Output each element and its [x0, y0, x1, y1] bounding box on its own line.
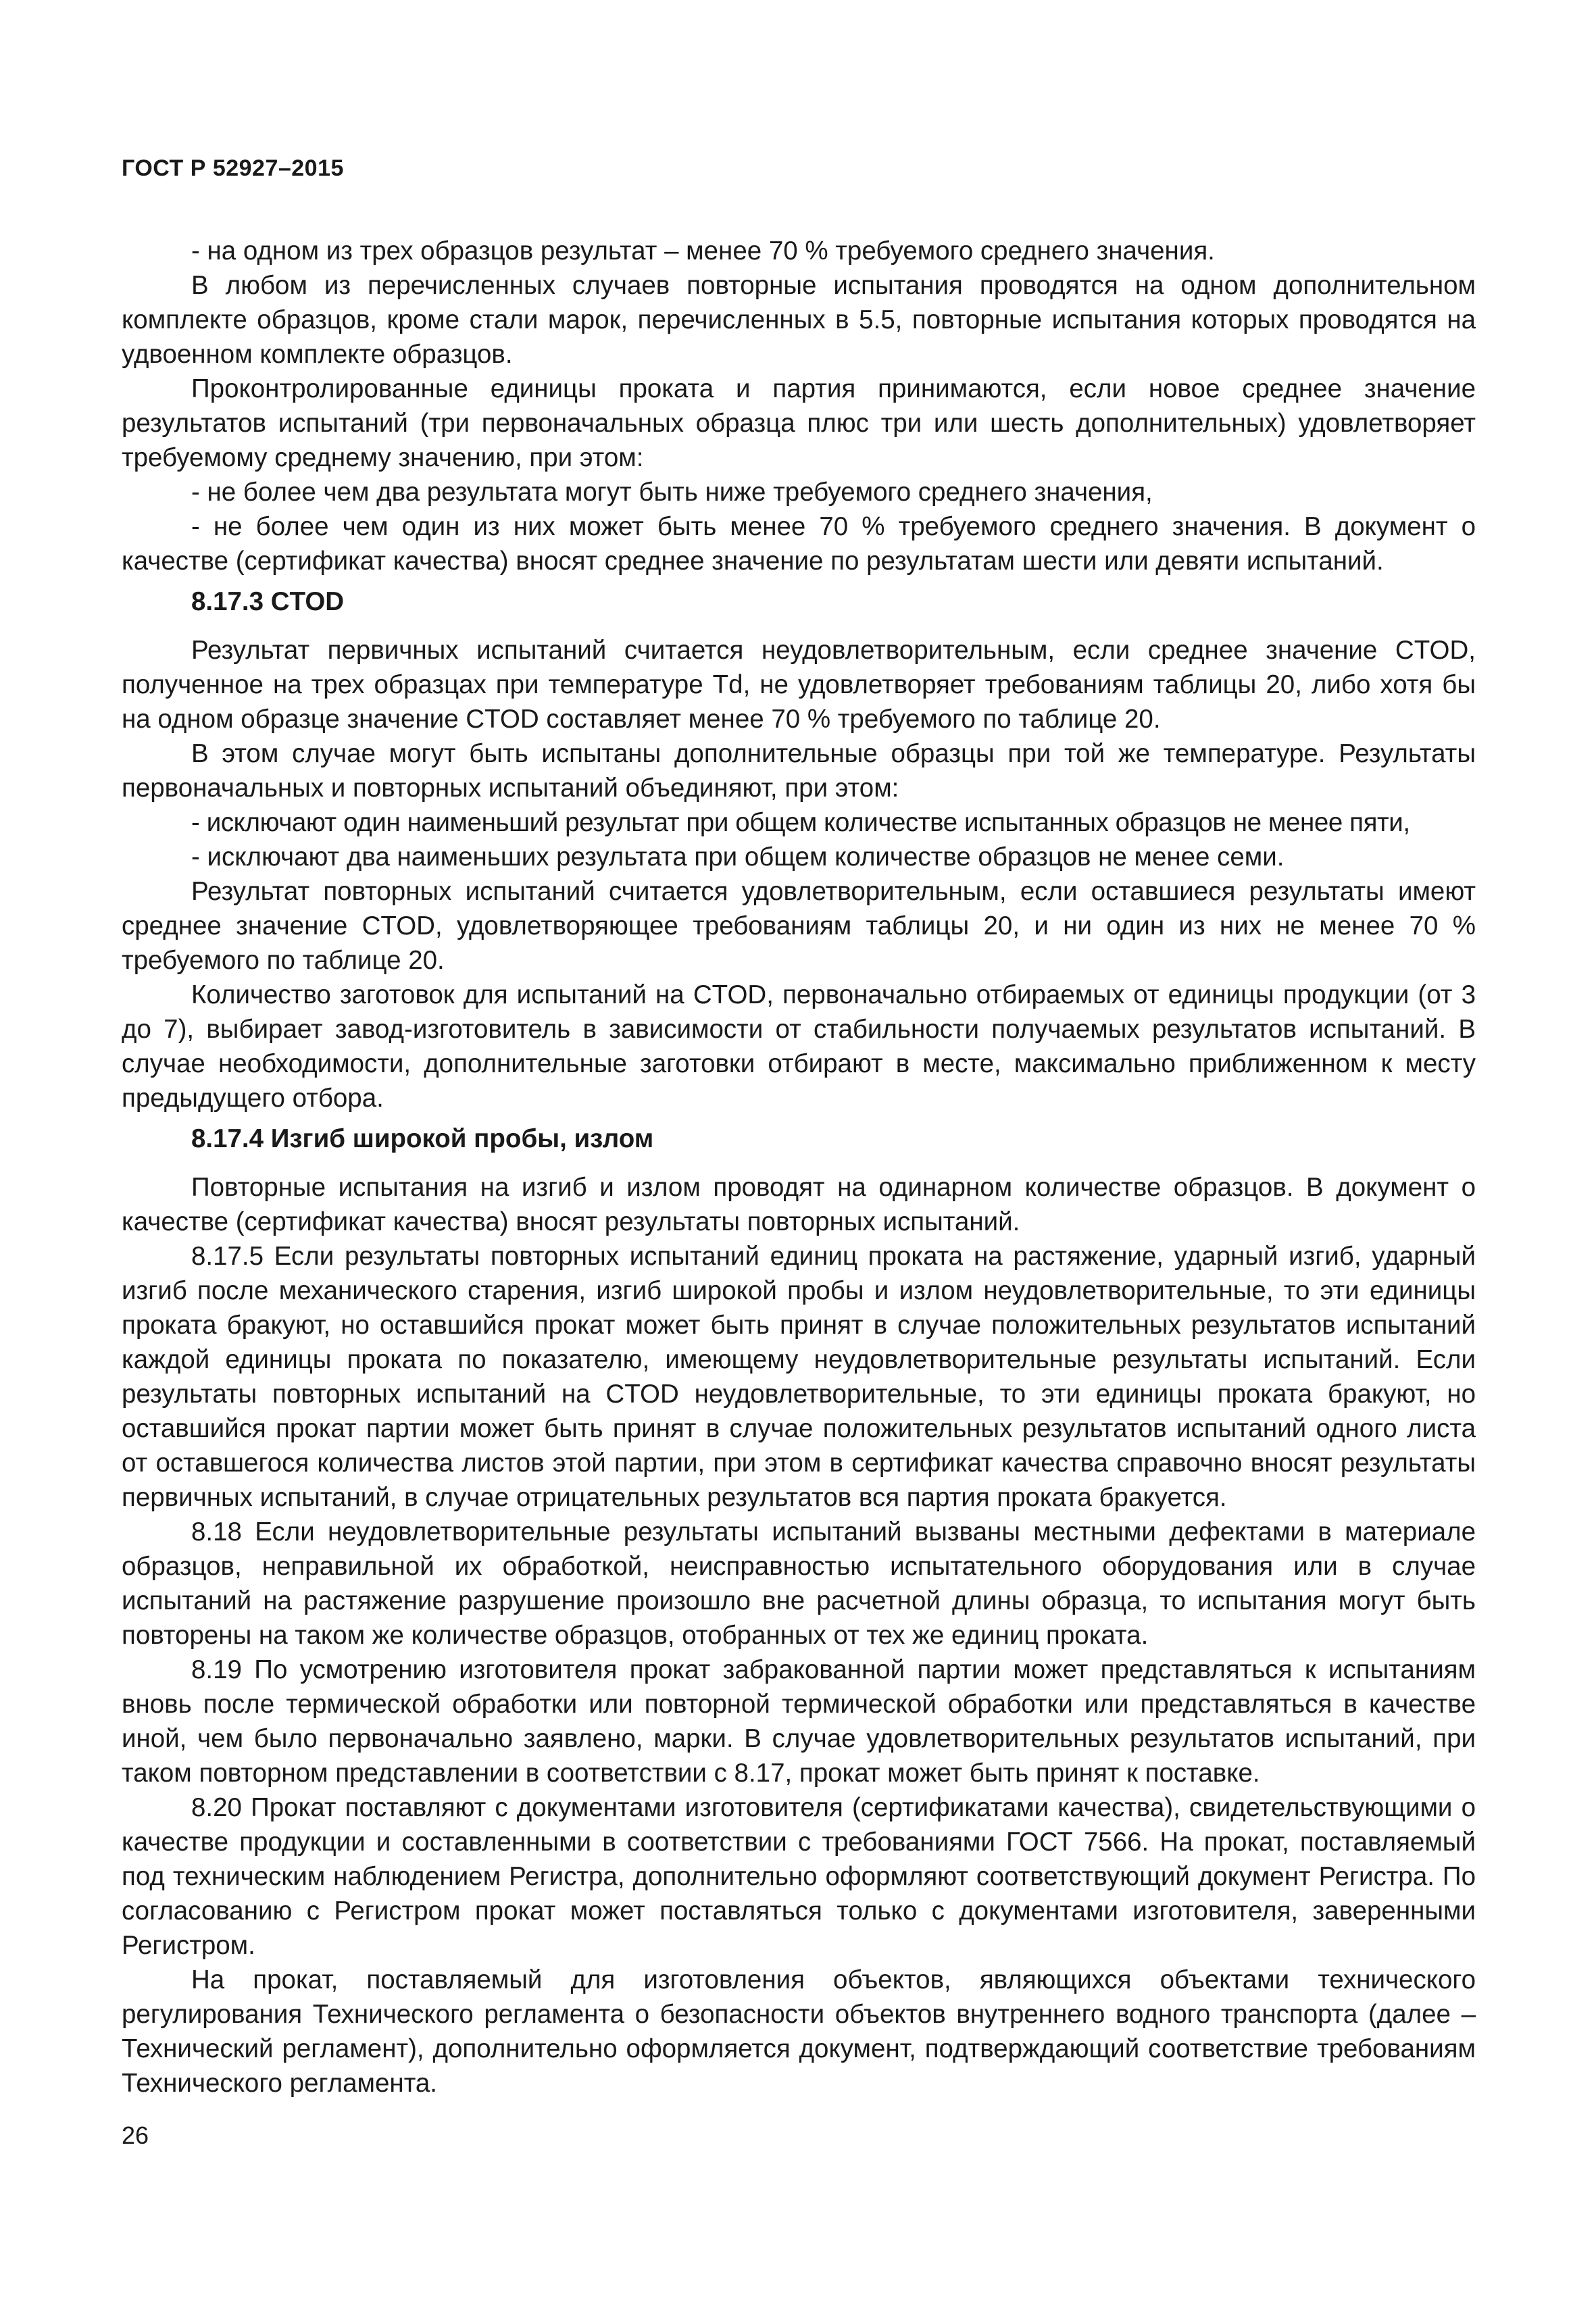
section-heading-ctod: 8.17.3 CTOD [191, 587, 345, 616]
paragraph: Количество заготовок для испытаний на CTOD, первоначально отбираемых от единицы продукции (от 3 до 7), выбирает завод-изготовитель в зависимости от стабильности получаемых результатов испытаний. В случае необходимости, дополнительные заготовки отбирают в месте, максимально приближенном к месту предыдущего отбора. [122, 980, 1476, 1113]
paragraph: - на одном из трех образцов результат – менее 70 % требуемого среднего значения. [191, 236, 1215, 266]
section-heading-bend: 8.17.4 Изгиб широкой пробы, излом [191, 1124, 654, 1153]
document-header: ГОСТ Р 52927–2015 [122, 155, 344, 181]
paragraph: В любом из перечисленных случаев повторные испытания проводятся на одном дополнительном комплекте образцов, кроме стали марок, перечисленных в 5.5, повторные испытания которых проводятся на удвоенном комплекте образцов. [122, 271, 1476, 369]
paragraph: Повторные испытания на изгиб и излом проводят на одинарном количестве образцов. В документ о качестве (сертификат качества) вносят результаты повторных испытаний. [122, 1173, 1476, 1236]
paragraph: В этом случае могут быть испытаны дополнительные образцы при той же температуре. Результаты первоначальных и повторных испытаний объединяют, при этом: [122, 739, 1476, 803]
paragraph: 8.17.5 Если результаты повторных испытаний единиц проката на растяжение, ударный изгиб, ударный изгиб после механического старения, изгиб широкой пробы и излом неудовлетворительные, то эти единицы проката бракуют, но оставшийся прокат может быть принят в случае положительных результатов испытаний каждой единицы проката по показателю, имеющему неудовлетворительные результаты испытаний. Если результаты повторных испытаний на CTOD неудовлетворительные, то эти единицы проката бракуют, но оставшийся прокат партии может быть принят в случае положительных результатов испытаний одного листа от оставшегося количества листов этой партии, при этом в сертификат качества справочно вносят результаты первичных испытаний, в случае отрицательных результатов вся партия проката бракуется. [122, 1242, 1476, 1512]
paragraph: - исключают два наименьших результата при общем количестве образцов не менее семи. [191, 842, 1285, 872]
paragraph: На прокат, поставляемый для изготовления объектов, являющихся объектами технического регулирования Технического регламента о безопасности объектов внутреннего водного транспорта (далее – Технический регламент), дополнительно оформляется документ, подтверждающий соответствие требованиям Технического регламента. [122, 1965, 1476, 2098]
paragraph: 8.19 По усмотрению изготовителя прокат забракованной партии может представляться к испытаниям вновь после термической обработки или повторной термической обработки или представляться в качестве иной, чем было первоначально заявлено, марки. В случае удовлетворительных результатов испытаний, при таком повторном представлении в соответствии с 8.17, прокат может быть принят к поставке. [122, 1655, 1476, 1788]
paragraph: - не более чем два результата могут быть ниже требуемого среднего значения, [191, 478, 1153, 507]
document-body [122, 234, 1476, 2101]
paragraph: Результат повторных испытаний считается удовлетворительным, если оставшиеся результаты имеют среднее значение CTOD, удовлетворяющее требованиям таблицы 20, и ни один из них не менее 70 % требуемого по таблице 20. [122, 877, 1476, 975]
paragraph: - не более чем один из них может быть менее 70 % требуемого среднего значения. В документ о качестве (сертификат качества) вносят среднее значение по результатам шести или девяти испытаний. [122, 512, 1476, 576]
page-number: 26 [122, 2121, 149, 2149]
paragraph: - исключают один наименьший результат при общем количестве испытанных образцов не менее пяти, [191, 808, 1410, 837]
paragraph: Результат первичных испытаний считается неудовлетворительным, если среднее значение CTOD, полученное на трех образцах при температуре Td, не удовлетворяет требованиям таблицы 20, либо хотя бы на одном образце значение CTOD составляет менее 70 % требуемого по таблице 20. [122, 636, 1476, 734]
paragraph: 8.18 Если неудовлетворительные результаты испытаний вызваны местными дефектами в материале образцов, неправильной их обработкой, неисправностью испытательного оборудования или в случае испытаний на растяжение разрушение произошло вне расчетной длины образца, то испытания могут быть повторены на таком же количестве образцов, отобранных от тех же единиц проката. [122, 1517, 1476, 1650]
paragraph: Проконтролированные единицы проката и партия принимаются, если новое среднее значение результатов испытаний (три первоначальных образца плюс три или шесть дополнительных) удовлетворяет требуемому среднему значению, при этом: [122, 374, 1476, 472]
paragraph: 8.20 Прокат поставляют с документами изготовителя (сертификатами качества), свидетельствующими о качестве продукции и составленными в соответствии с требованиями ГОСТ 7566. На прокат, поставляемый под техническим наблюдением Регистра, дополнительно оформляют соответствующий документ Регистра. По согласованию с Регистром прокат может поставляться только с документами изготовителя, заверенными Регистром. [122, 1793, 1476, 1960]
